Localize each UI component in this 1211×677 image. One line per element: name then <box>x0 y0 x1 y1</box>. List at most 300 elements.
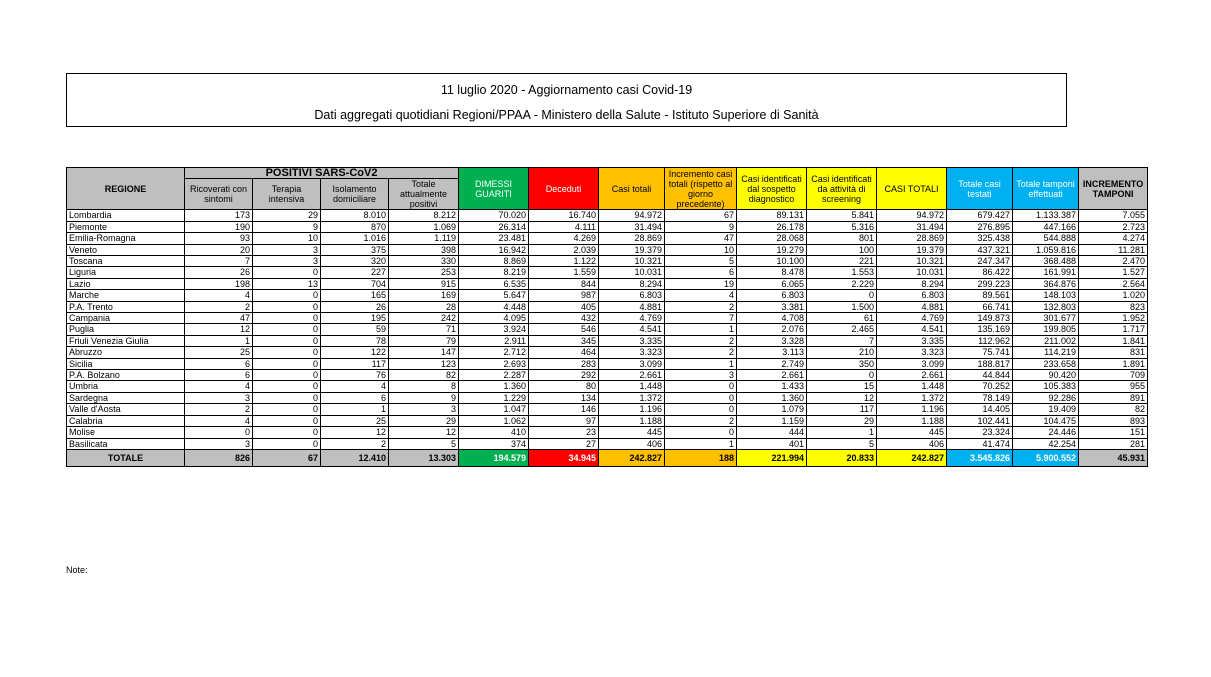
table-row <box>67 427 1148 438</box>
value-cell: 0 <box>253 427 321 438</box>
value-cell: 20.833 <box>807 449 877 466</box>
value-cell: 1.500 <box>807 301 877 312</box>
table-row <box>67 335 1148 346</box>
value-cell: 10.321 <box>877 256 947 267</box>
table-body <box>67 210 1148 467</box>
value-cell: 59 <box>321 324 389 335</box>
value-cell: 3 <box>253 244 321 255</box>
value-cell: 123 <box>389 358 459 369</box>
value-cell: 831 <box>1079 347 1148 358</box>
region-name-cell: Valle d'Aosta <box>67 404 185 415</box>
value-cell: 891 <box>1079 392 1148 403</box>
col-header-isolamento: Isolamento domiciliare <box>321 179 389 210</box>
value-cell: 4.111 <box>529 221 599 232</box>
value-cell: 1.079 <box>737 404 807 415</box>
region-name-cell: Calabria <box>67 415 185 426</box>
table-row <box>67 278 1148 289</box>
value-cell: 1.016 <box>321 233 389 244</box>
region-name-cell: Friuli Venezia Giulia <box>67 335 185 346</box>
note-label: Note: <box>66 565 88 575</box>
value-cell: 406 <box>599 438 665 449</box>
value-cell: 0 <box>253 290 321 301</box>
value-cell: 148.103 <box>1013 290 1079 301</box>
value-cell: 23.324 <box>947 427 1013 438</box>
col-header-incremento-tamponi: INCREMENTO TAMPONI <box>1079 168 1148 210</box>
value-cell: 709 <box>1079 370 1148 381</box>
value-cell: 8.294 <box>877 278 947 289</box>
value-cell: 0 <box>253 301 321 312</box>
value-cell: 406 <box>877 438 947 449</box>
value-cell: 94.972 <box>599 210 665 221</box>
value-cell: 1.196 <box>599 404 665 415</box>
value-cell: 173 <box>185 210 253 221</box>
value-cell: 0 <box>665 392 737 403</box>
value-cell: 987 <box>529 290 599 301</box>
value-cell: 12 <box>321 427 389 438</box>
value-cell: 66.741 <box>947 301 1013 312</box>
value-cell: 9 <box>253 221 321 232</box>
value-cell: 44.844 <box>947 370 1013 381</box>
value-cell: 61 <box>807 313 877 324</box>
value-cell: 25 <box>321 415 389 426</box>
value-cell: 3.113 <box>737 347 807 358</box>
value-cell: 3.545.826 <box>947 449 1013 466</box>
value-cell: 0 <box>253 335 321 346</box>
value-cell: 2.229 <box>807 278 877 289</box>
value-cell: 12.410 <box>321 449 389 466</box>
value-cell: 47 <box>185 313 253 324</box>
value-cell: 25 <box>185 347 253 358</box>
value-cell: 165 <box>321 290 389 301</box>
value-cell: 117 <box>807 404 877 415</box>
value-cell: 94.972 <box>877 210 947 221</box>
value-cell: 5 <box>807 438 877 449</box>
value-cell: 1.122 <box>529 256 599 267</box>
value-cell: 26 <box>185 267 253 278</box>
value-cell: 47 <box>665 233 737 244</box>
col-header-screening: Casi identificati da attività di screening <box>807 168 877 210</box>
value-cell: 26 <box>321 301 389 312</box>
value-cell: 7 <box>185 256 253 267</box>
value-cell: 1.360 <box>459 381 529 392</box>
value-cell: 2.712 <box>459 347 529 358</box>
value-cell: 893 <box>1079 415 1148 426</box>
region-name-cell: Toscana <box>67 256 185 267</box>
value-cell: 0 <box>665 404 737 415</box>
table-row <box>67 244 1148 255</box>
value-cell: 1 <box>807 427 877 438</box>
value-cell: 29 <box>253 210 321 221</box>
value-cell: 546 <box>529 324 599 335</box>
value-cell: 227 <box>321 267 389 278</box>
value-cell: 1.952 <box>1079 313 1148 324</box>
region-name-cell: P.A. Bolzano <box>67 370 185 381</box>
value-cell: 11.281 <box>1079 244 1148 255</box>
table-row <box>67 415 1148 426</box>
value-cell: 188.817 <box>947 358 1013 369</box>
table-row <box>67 233 1148 244</box>
value-cell: 0 <box>253 404 321 415</box>
value-cell: 4.769 <box>877 313 947 324</box>
total-row <box>67 449 1148 466</box>
value-cell: 4 <box>321 381 389 392</box>
value-cell: 4.448 <box>459 301 529 312</box>
value-cell: 5.316 <box>807 221 877 232</box>
value-cell: 1.047 <box>459 404 529 415</box>
value-cell: 401 <box>737 438 807 449</box>
value-cell: 3.099 <box>599 358 665 369</box>
table-row <box>67 256 1148 267</box>
value-cell: 2.661 <box>737 370 807 381</box>
value-cell: 0 <box>253 392 321 403</box>
value-cell: 1.069 <box>389 221 459 232</box>
value-cell: 2 <box>665 301 737 312</box>
value-cell: 2.661 <box>877 370 947 381</box>
value-cell: 199.805 <box>1013 324 1079 335</box>
value-cell: 149.873 <box>947 313 1013 324</box>
value-cell: 544.888 <box>1013 233 1079 244</box>
table-row <box>67 221 1148 232</box>
value-cell: 20 <box>185 244 253 255</box>
value-cell: 826 <box>185 449 253 466</box>
value-cell: 1.229 <box>459 392 529 403</box>
value-cell: 26.178 <box>737 221 807 232</box>
value-cell: 112.962 <box>947 335 1013 346</box>
value-cell: 5 <box>389 438 459 449</box>
value-cell: 3.099 <box>877 358 947 369</box>
value-cell: 6.803 <box>599 290 665 301</box>
value-cell: 195 <box>321 313 389 324</box>
value-cell: 12 <box>807 392 877 403</box>
table-row <box>67 313 1148 324</box>
value-cell: 16.942 <box>459 244 529 255</box>
value-cell: 299.223 <box>947 278 1013 289</box>
region-name-cell: Molise <box>67 427 185 438</box>
value-cell: 445 <box>599 427 665 438</box>
value-cell: 345 <box>529 335 599 346</box>
value-cell: 3 <box>253 256 321 267</box>
value-cell: 102.441 <box>947 415 1013 426</box>
value-cell: 2.749 <box>737 358 807 369</box>
value-cell: 146 <box>529 404 599 415</box>
value-cell: 6 <box>185 370 253 381</box>
value-cell: 5.647 <box>459 290 529 301</box>
value-cell: 188 <box>665 449 737 466</box>
value-cell: 42.254 <box>1013 438 1079 449</box>
value-cell: 4.881 <box>877 301 947 312</box>
value-cell: 6.803 <box>877 290 947 301</box>
value-cell: 1.553 <box>807 267 877 278</box>
value-cell: 210 <box>807 347 877 358</box>
value-cell: 1.891 <box>1079 358 1148 369</box>
value-cell: 0 <box>253 381 321 392</box>
value-cell: 89.561 <box>947 290 1013 301</box>
value-cell: 3.328 <box>737 335 807 346</box>
value-cell: 82 <box>1079 404 1148 415</box>
value-cell: 2.470 <box>1079 256 1148 267</box>
value-cell: 105.383 <box>1013 381 1079 392</box>
value-cell: 19.379 <box>599 244 665 255</box>
value-cell: 117 <box>321 358 389 369</box>
value-cell: 3 <box>185 438 253 449</box>
value-cell: 0 <box>253 324 321 335</box>
value-cell: 82 <box>389 370 459 381</box>
value-cell: 2 <box>665 347 737 358</box>
value-cell: 1.448 <box>877 381 947 392</box>
value-cell: 161.991 <box>1013 267 1079 278</box>
value-cell: 10 <box>253 233 321 244</box>
value-cell: 97 <box>529 415 599 426</box>
value-cell: 844 <box>529 278 599 289</box>
value-cell: 374 <box>459 438 529 449</box>
value-cell: 76 <box>321 370 389 381</box>
value-cell: 0 <box>253 267 321 278</box>
col-header-incremento-casi: Incremento casi totali (rispetto al giorno precedente) <box>665 168 737 210</box>
value-cell: 1.717 <box>1079 324 1148 335</box>
col-header-terapia: Terapia intensiva <box>253 179 321 210</box>
covid-data-table <box>66 167 1148 467</box>
value-cell: 4.769 <box>599 313 665 324</box>
value-cell: 104.475 <box>1013 415 1079 426</box>
value-cell: 221.994 <box>737 449 807 466</box>
value-cell: 28 <box>389 301 459 312</box>
value-cell: 3.335 <box>599 335 665 346</box>
value-cell: 398 <box>389 244 459 255</box>
value-cell: 0 <box>807 370 877 381</box>
value-cell: 1.159 <box>737 415 807 426</box>
region-name-cell: P.A. Trento <box>67 301 185 312</box>
value-cell: 19.279 <box>737 244 807 255</box>
value-cell: 1.020 <box>1079 290 1148 301</box>
value-cell: 92.286 <box>1013 392 1079 403</box>
value-cell: 1.059.816 <box>1013 244 1079 255</box>
table-row <box>67 392 1148 403</box>
value-cell: 3.323 <box>599 347 665 358</box>
value-cell: 915 <box>389 278 459 289</box>
value-cell: 70.252 <box>947 381 1013 392</box>
region-name-cell: Piemonte <box>67 221 185 232</box>
value-cell: 19 <box>665 278 737 289</box>
value-cell: 198 <box>185 278 253 289</box>
value-cell: 375 <box>321 244 389 255</box>
value-cell: 444 <box>737 427 807 438</box>
value-cell: 801 <box>807 233 877 244</box>
table-row <box>67 404 1148 415</box>
table-row <box>67 290 1148 301</box>
value-cell: 4.095 <box>459 313 529 324</box>
value-cell: 1.448 <box>599 381 665 392</box>
value-cell: 1.433 <box>737 381 807 392</box>
value-cell: 2.693 <box>459 358 529 369</box>
value-cell: 464 <box>529 347 599 358</box>
value-cell: 6.065 <box>737 278 807 289</box>
value-cell: 0 <box>253 358 321 369</box>
value-cell: 0 <box>807 290 877 301</box>
col-header-testati: Totale casi testati <box>947 168 1013 210</box>
value-cell: 12 <box>185 324 253 335</box>
value-cell: 100 <box>807 244 877 255</box>
value-cell: 9 <box>389 392 459 403</box>
region-name-cell: Campania <box>67 313 185 324</box>
value-cell: 1.559 <box>529 267 599 278</box>
value-cell: 1.841 <box>1079 335 1148 346</box>
value-cell: 10.321 <box>599 256 665 267</box>
value-cell: 2.911 <box>459 335 529 346</box>
value-cell: 67 <box>665 210 737 221</box>
value-cell: 194.579 <box>459 449 529 466</box>
title-box <box>66 73 1067 127</box>
value-cell: 283 <box>529 358 599 369</box>
table-row <box>67 381 1148 392</box>
value-cell: 4.269 <box>529 233 599 244</box>
table-row <box>67 267 1148 278</box>
value-cell: 14.405 <box>947 404 1013 415</box>
value-cell: 3.335 <box>877 335 947 346</box>
value-cell: 28.869 <box>877 233 947 244</box>
value-cell: 45.931 <box>1079 449 1148 466</box>
value-cell: 955 <box>1079 381 1148 392</box>
value-cell: 2 <box>185 404 253 415</box>
col-header-deceduti: Deceduti <box>529 168 599 210</box>
value-cell: 26.314 <box>459 221 529 232</box>
region-name-cell: Marche <box>67 290 185 301</box>
value-cell: 7 <box>665 313 737 324</box>
value-cell: 1 <box>665 324 737 335</box>
value-cell: 4 <box>185 290 253 301</box>
region-name-cell: Umbria <box>67 381 185 392</box>
value-cell: 1.133.387 <box>1013 210 1079 221</box>
value-cell: 12 <box>389 427 459 438</box>
value-cell: 24.446 <box>1013 427 1079 438</box>
value-cell: 233.658 <box>1013 358 1079 369</box>
value-cell: 71 <box>389 324 459 335</box>
value-cell: 9 <box>665 221 737 232</box>
value-cell: 4.708 <box>737 313 807 324</box>
value-cell: 78.149 <box>947 392 1013 403</box>
col-header-dimessi: DIMESSI GUARITI <box>459 168 529 210</box>
value-cell: 0 <box>253 415 321 426</box>
value-cell: 27 <box>529 438 599 449</box>
value-cell: 1.196 <box>877 404 947 415</box>
value-cell: 3.323 <box>877 347 947 358</box>
region-name-cell: Sicilia <box>67 358 185 369</box>
value-cell: 2.287 <box>459 370 529 381</box>
value-cell: 7.055 <box>1079 210 1148 221</box>
value-cell: 1 <box>665 358 737 369</box>
value-cell: 1.372 <box>877 392 947 403</box>
value-cell: 3.381 <box>737 301 807 312</box>
value-cell: 4 <box>185 381 253 392</box>
value-cell: 13 <box>253 278 321 289</box>
value-cell: 8.219 <box>459 267 529 278</box>
value-cell: 4 <box>185 415 253 426</box>
value-cell: 2 <box>321 438 389 449</box>
value-cell: 80 <box>529 381 599 392</box>
value-cell: 0 <box>665 427 737 438</box>
region-name-cell: Basilicata <box>67 438 185 449</box>
value-cell: 134 <box>529 392 599 403</box>
region-name-cell: TOTALE <box>67 449 185 466</box>
value-cell: 253 <box>389 267 459 278</box>
table-row <box>67 301 1148 312</box>
value-cell: 8.212 <box>389 210 459 221</box>
value-cell: 41.474 <box>947 438 1013 449</box>
value-cell: 5 <box>665 256 737 267</box>
value-cell: 0 <box>665 381 737 392</box>
value-cell: 0 <box>185 427 253 438</box>
col-header-tamponi: Totale tamponi effettuati <box>1013 168 1079 210</box>
group-header-positivi: POSITIVI SARS-CoV2 <box>185 168 459 179</box>
value-cell: 6.803 <box>737 290 807 301</box>
col-header-sospetto: Casi identificati dal sospetto diagnostico <box>737 168 807 210</box>
value-cell: 242.827 <box>599 449 665 466</box>
region-name-cell: Liguria <box>67 267 185 278</box>
col-header-totale-positivi: Totale attualmente positivi <box>389 179 459 210</box>
table-row <box>67 210 1148 221</box>
value-cell: 70.020 <box>459 210 529 221</box>
value-cell: 3.924 <box>459 324 529 335</box>
value-cell: 75.741 <box>947 347 1013 358</box>
value-cell: 19.409 <box>1013 404 1079 415</box>
col-header-casi-totali: Casi totali <box>599 168 665 210</box>
value-cell: 19.379 <box>877 244 947 255</box>
value-cell: 0 <box>253 370 321 381</box>
value-cell: 2.465 <box>807 324 877 335</box>
value-cell: 151 <box>1079 427 1148 438</box>
value-cell: 276.895 <box>947 221 1013 232</box>
value-cell: 1.119 <box>389 233 459 244</box>
value-cell: 147 <box>389 347 459 358</box>
value-cell: 368.488 <box>1013 256 1079 267</box>
value-cell: 1.360 <box>737 392 807 403</box>
value-cell: 2 <box>665 335 737 346</box>
value-cell: 3 <box>185 392 253 403</box>
value-cell: 704 <box>321 278 389 289</box>
col-header-ricoverati: Ricoverati con sintomi <box>185 179 253 210</box>
value-cell: 221 <box>807 256 877 267</box>
value-cell: 1.527 <box>1079 267 1148 278</box>
table-row <box>67 358 1148 369</box>
value-cell: 4.881 <box>599 301 665 312</box>
value-cell: 364.876 <box>1013 278 1079 289</box>
value-cell: 350 <box>807 358 877 369</box>
value-cell: 437.321 <box>947 244 1013 255</box>
value-cell: 3 <box>389 404 459 415</box>
page-title: 11 luglio 2020 - Aggiornamento casi Covid-19 <box>440 83 693 97</box>
value-cell: 31.494 <box>877 221 947 232</box>
region-name-cell: Puglia <box>67 324 185 335</box>
value-cell: 8.010 <box>321 210 389 221</box>
value-cell: 1 <box>185 335 253 346</box>
value-cell: 1.372 <box>599 392 665 403</box>
value-cell: 320 <box>321 256 389 267</box>
col-header-regione: REGIONE <box>67 168 185 210</box>
value-cell: 325.438 <box>947 233 1013 244</box>
table-row <box>67 370 1148 381</box>
value-cell: 301.677 <box>1013 313 1079 324</box>
value-cell: 86.422 <box>947 267 1013 278</box>
value-cell: 67 <box>253 449 321 466</box>
value-cell: 242 <box>389 313 459 324</box>
value-cell: 29 <box>807 415 877 426</box>
value-cell: 410 <box>459 427 529 438</box>
value-cell: 6 <box>321 392 389 403</box>
value-cell: 13.303 <box>389 449 459 466</box>
value-cell: 0 <box>253 313 321 324</box>
value-cell: 8.294 <box>599 278 665 289</box>
value-cell: 6 <box>665 267 737 278</box>
region-name-cell: Lazio <box>67 278 185 289</box>
